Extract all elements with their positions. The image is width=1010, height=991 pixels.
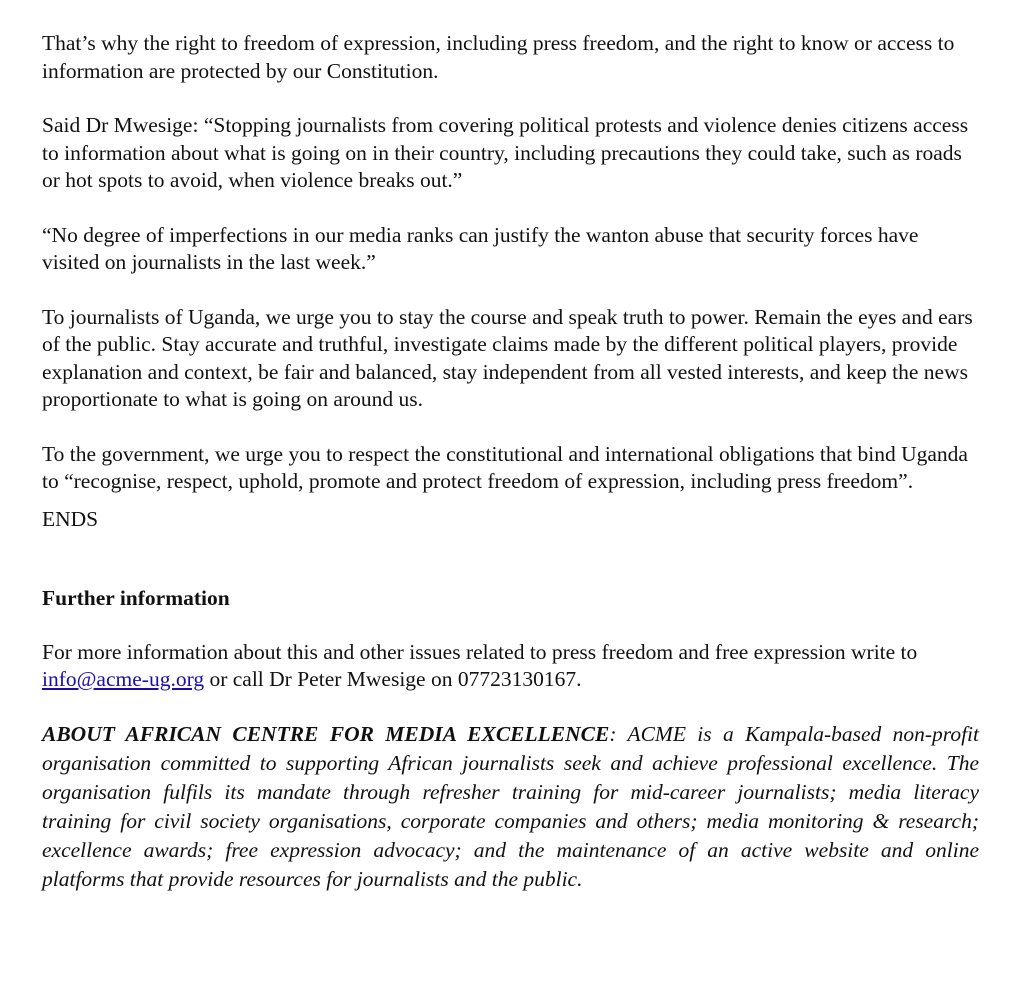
paragraph-mwesige-quote: Said Dr Mwesige: “Stopping journalists from covering political protests and violence denies citizens access to information about what is going on in their country, including precautions they could take, such as roads or hot spots to avoid, when violence breaks out.” — [42, 113, 969, 192]
about-paragraph — [42, 720, 979, 894]
press-release-page — [42, 30, 979, 894]
about-body: : ACME is a Kampala-based non-profit organisation committed to supporting African journalists seek and achieve professional excellence. The organisation fulfils its mandate through refresher training for mid-career journalists; media literacy training for civil society organisations, corporate companies and others; media monitoring & research; excellence awards; free expression advocacy; and the maintenance of an active website and online platforms that provide resources for journalists and the public. — [42, 721, 980, 891]
paragraph-constitution: That’s why the right to freedom of expression, including press freedom, and the right to know or access to information are protected by our Constitution. — [42, 31, 955, 83]
ends-marker: ENDS — [42, 506, 99, 531]
email-link[interactable]: info@acme-ug.org — [42, 667, 205, 691]
paragraph-government-appeal: To the government, we urge you to respect the constitutional and international obligations that bind Uganda to “recognise, respect, uphold, promote and protect freedom of expression, including press freedom”. — [42, 441, 968, 493]
further-information-heading: Further information — [42, 586, 230, 610]
contact-text-before: For more information about this and other issues related to press freedom and free expression write to — [42, 639, 918, 664]
about-title: ABOUT AFRICAN CENTRE FOR MEDIA EXCELLENCE — [42, 721, 610, 746]
contact-text-after: or call Dr Peter Mwesige on 07723130167. — [204, 667, 582, 691]
paragraph-imperfections-quote: “No degree of imperfections in our media ranks can justify the wanton abuse that security forces have visited on journalists in the last week.” — [42, 222, 919, 274]
paragraph-journalists-appeal: To journalists of Uganda, we urge you to stay the course and speak truth to power. Remain the eyes and ears of the public. Stay accurate and truthful, investigate claims made by the different political players, provide explanation and context, be fair and balanced, stay independent from all vested interests, and keep the news proportionate to what is going on around us. — [42, 304, 973, 411]
contact-paragraph — [42, 639, 979, 694]
